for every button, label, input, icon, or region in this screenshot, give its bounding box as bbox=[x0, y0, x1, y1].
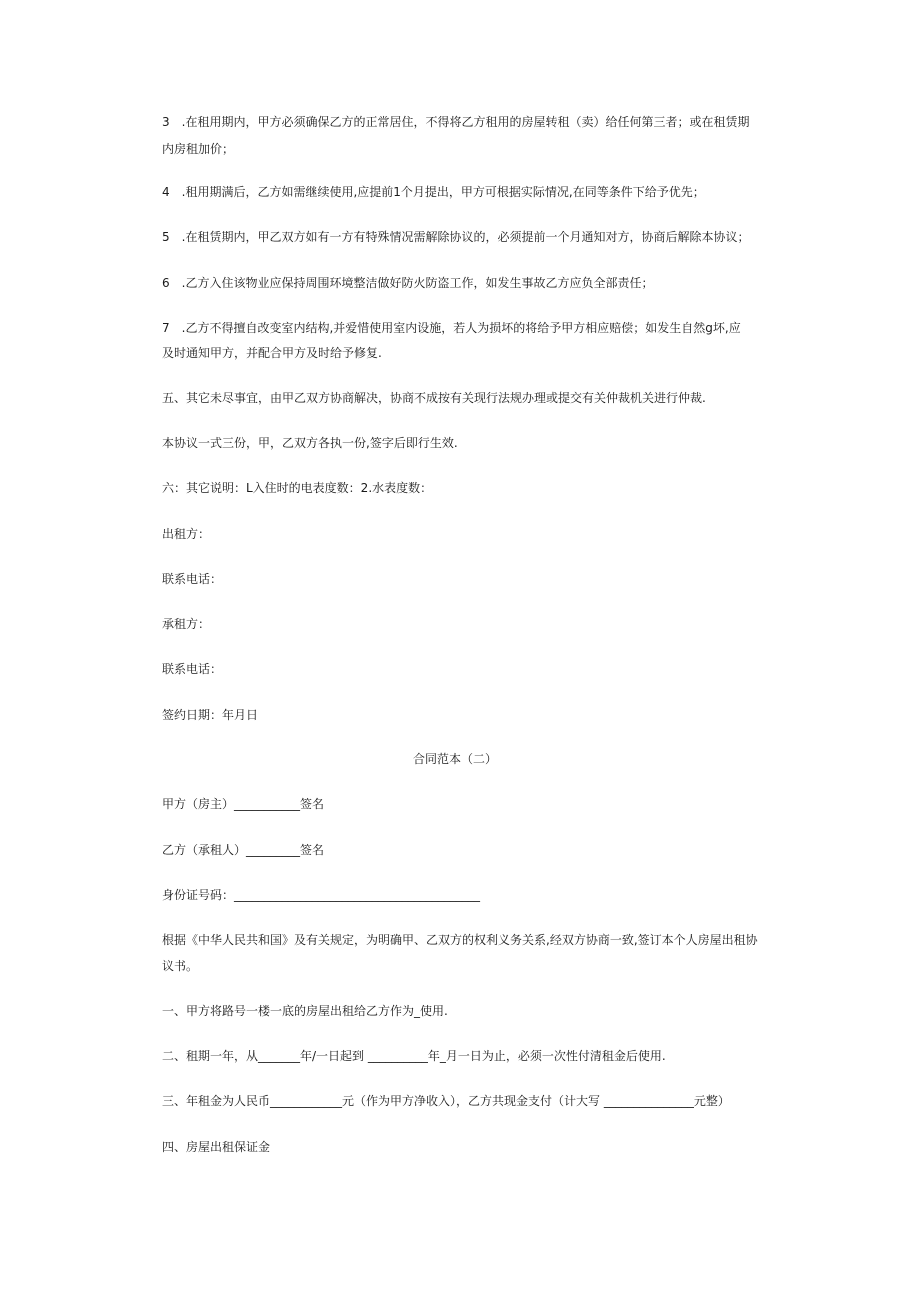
clause-7-line-1: 7 .乙方不得擅自改变室内结构,并爱惜使用室内设施，若人为损坏的将给予甲方相应赔偿；如发生自然g坏,应 bbox=[162, 321, 741, 335]
clause-2-term: 二、租期一年，从_______年/一日起到 __________年_月一日为止，必须一次性付清租金后使用. bbox=[162, 1049, 666, 1063]
clause-4-deposit: 四、房屋出租保证金 bbox=[162, 1140, 271, 1154]
lessee-label: 承租方： bbox=[162, 617, 211, 631]
contract-sample-2-title: 合同范本（二） bbox=[412, 752, 497, 766]
lessor-phone-label: 联系电话： bbox=[162, 572, 223, 586]
clause-3-line-2: 内房租加价； bbox=[162, 142, 235, 156]
clause-3-line-1: 3 .在租用期内，甲方必须确保乙方的正常居住，不得将乙方租用的房屋转租（卖）给任何第三者；或在租赁期 bbox=[162, 115, 750, 129]
lessor-label: 出租方： bbox=[162, 527, 211, 541]
lessee-phone-label: 联系电话： bbox=[162, 662, 223, 676]
party-b-signature: 乙方（承租人）_________签名 bbox=[162, 843, 325, 857]
sign-date-label: 签约日期：年月日 bbox=[162, 708, 259, 722]
id-number-field: 身份证号码：_________________________________________ bbox=[162, 888, 481, 902]
copies-note: 本协议一式三份，甲，乙双方各执一份,签字后即行生效. bbox=[162, 436, 458, 450]
preamble-line-1: 根据《中华人民共和国》及有关规定，为明确甲、乙双方的权利义务关系,经双方协商一致,签订本个人房屋出租协 bbox=[162, 933, 758, 947]
section-6: 六：其它说明：L入住时的电表度数：2.水表度数： bbox=[162, 481, 433, 495]
clause-6: 6 .乙方入住该物业应保持周围环境整洁做好防火防盗工作，如发生事故乙方应负全部责任； bbox=[162, 276, 654, 290]
clause-1-usage: 一、甲方将路号一楼一底的房屋出租给乙方作为_使用. bbox=[162, 1004, 448, 1018]
preamble-line-2: 议书。 bbox=[162, 959, 199, 973]
clause-7-line-2: 及时通知甲方，并配合甲方及时给予修复. bbox=[162, 346, 382, 360]
clause-4: 4 .租用期满后，乙方如需继续使用,应提前1个月提出，甲方可根据实际情况,在同等条件下给予优先； bbox=[162, 185, 705, 199]
clause-3-rent: 三、年租金为人民币____________元（作为甲方净收入），乙方共现金支付（计大写 _______________元整） bbox=[162, 1094, 730, 1108]
section-5: 五、其它未尽事宜，由甲乙双方协商解决，协商不成按有关现行法规办理或提交有关仲裁机关进行仲裁. bbox=[162, 391, 706, 405]
clause-5: 5 .在租赁期内，甲乙双方如有一方有特殊情况需解除协议的，必须提前一个月通知对方，协商后解除本协议； bbox=[162, 230, 750, 244]
party-a-signature: 甲方（房主）___________签名 bbox=[162, 797, 325, 811]
